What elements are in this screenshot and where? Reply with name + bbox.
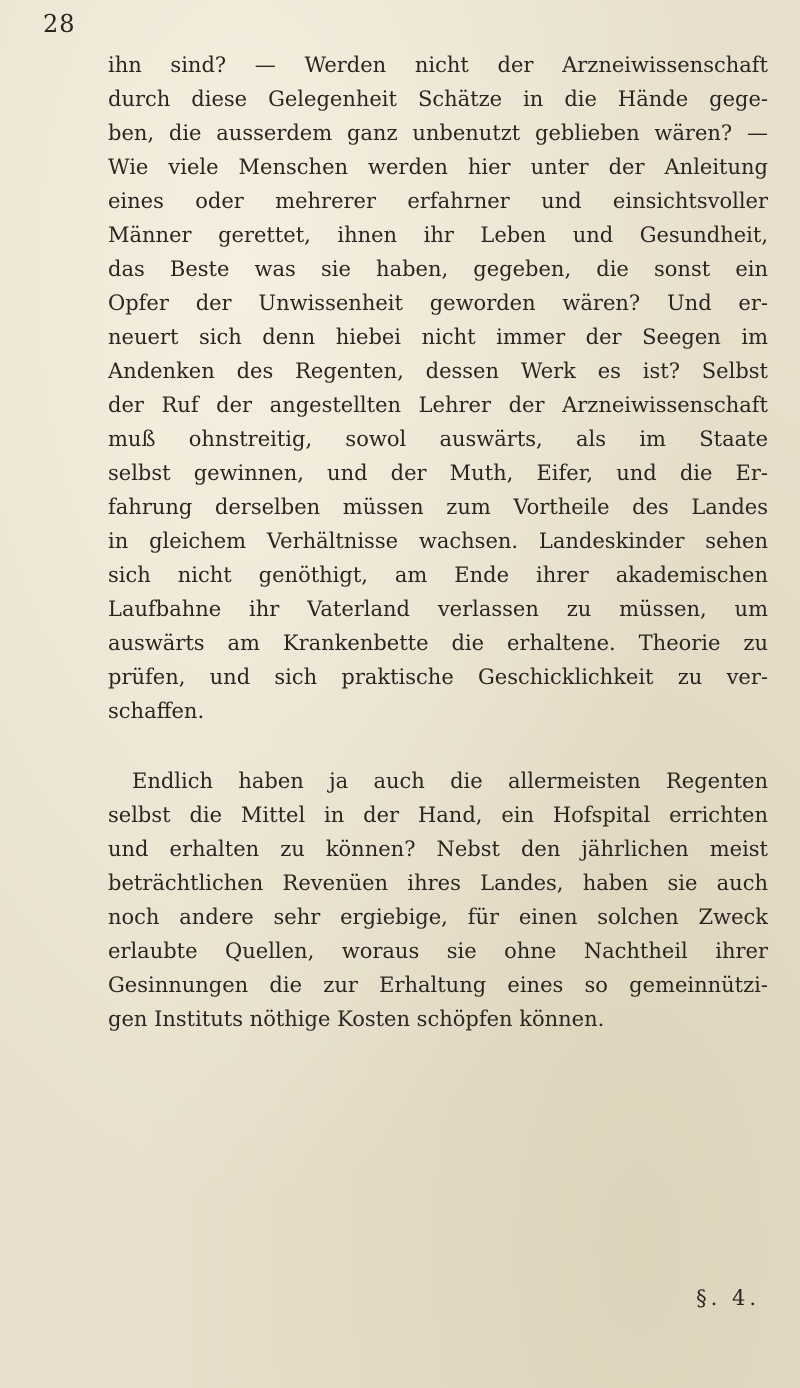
text-line: auswärts am Krankenbette die erhaltene. Theorie zu: [108, 631, 768, 655]
text-line: und erhalten zu können? Nebst den jährlichen meist: [108, 837, 768, 861]
text-line: Opfer der Unwissenheit geworden wären? Und er-: [108, 291, 768, 315]
text-line: der Ruf der angestellten Lehrer der Arzneiwissenschaft: [108, 393, 768, 417]
text-line: muß ohnstreitig, sowol auswärts, als im Staate: [108, 427, 768, 451]
text-line: Wie viele Menschen werden hier unter der Anleitung: [108, 155, 768, 179]
paragraph-1: [108, 48, 768, 728]
text-line: neuert sich denn hiebei nicht immer der Seegen im: [108, 325, 768, 349]
text-line: Andenken des Regenten, dessen Werk es ist? Selbst: [108, 359, 768, 383]
text-line: beträchtlichen Revenüen ihres Landes, haben sie auch: [108, 871, 768, 895]
text-line: Endlich haben ja auch die allermeisten Regenten: [132, 769, 768, 793]
text-line: das Beste was sie haben, gegeben, die sonst ein: [108, 257, 768, 281]
text-line: eines oder mehrerer erfahrner und einsichtsvoller: [108, 189, 768, 213]
text-line: fahrung derselben müssen zum Vortheile des Landes: [108, 495, 768, 519]
body-text: [108, 48, 768, 1036]
text-line: schaffen.: [108, 699, 205, 723]
text-line: Laufbahne ihr Vaterland verlassen zu müssen, um: [108, 597, 768, 621]
page-number: 28: [43, 10, 76, 38]
text-line: Männer gerettet, ihnen ihr Leben und Gesundheit,: [108, 223, 768, 247]
text-line: gen Instituts nöthige Kosten schöpfen können.: [108, 1007, 605, 1031]
text-line: selbst die Mittel in der Hand, ein Hofspital errichten: [108, 803, 768, 827]
paragraph-spacer: [108, 728, 768, 764]
text-line: in gleichem Verhältnisse wachsen. Landeskinder sehen: [108, 529, 768, 553]
catchword: §. 4.: [696, 1286, 760, 1310]
text-line: ihn sind? — Werden nicht der Arzneiwissenschaft: [108, 53, 768, 77]
text-line: durch diese Gelegenheit Schätze in die Hände gege-: [108, 87, 768, 111]
text-line: Gesinnungen die zur Erhaltung eines so gemeinnützi-: [108, 973, 768, 997]
text-line: prüfen, und sich praktische Geschicklichkeit zu ver-: [108, 665, 768, 689]
text-line: erlaubte Quellen, woraus sie ohne Nachtheil ihrer: [108, 939, 768, 963]
text-line: sich nicht genöthigt, am Ende ihrer akademischen: [108, 563, 768, 587]
text-line: selbst gewinnen, und der Muth, Eifer, und die Er-: [108, 461, 768, 485]
text-line: noch andere sehr ergiebige, für einen solchen Zweck: [108, 905, 768, 929]
text-line: ben, die ausserdem ganz unbenutzt geblieben wären? —: [108, 121, 768, 145]
paragraph-2: [108, 764, 768, 1036]
